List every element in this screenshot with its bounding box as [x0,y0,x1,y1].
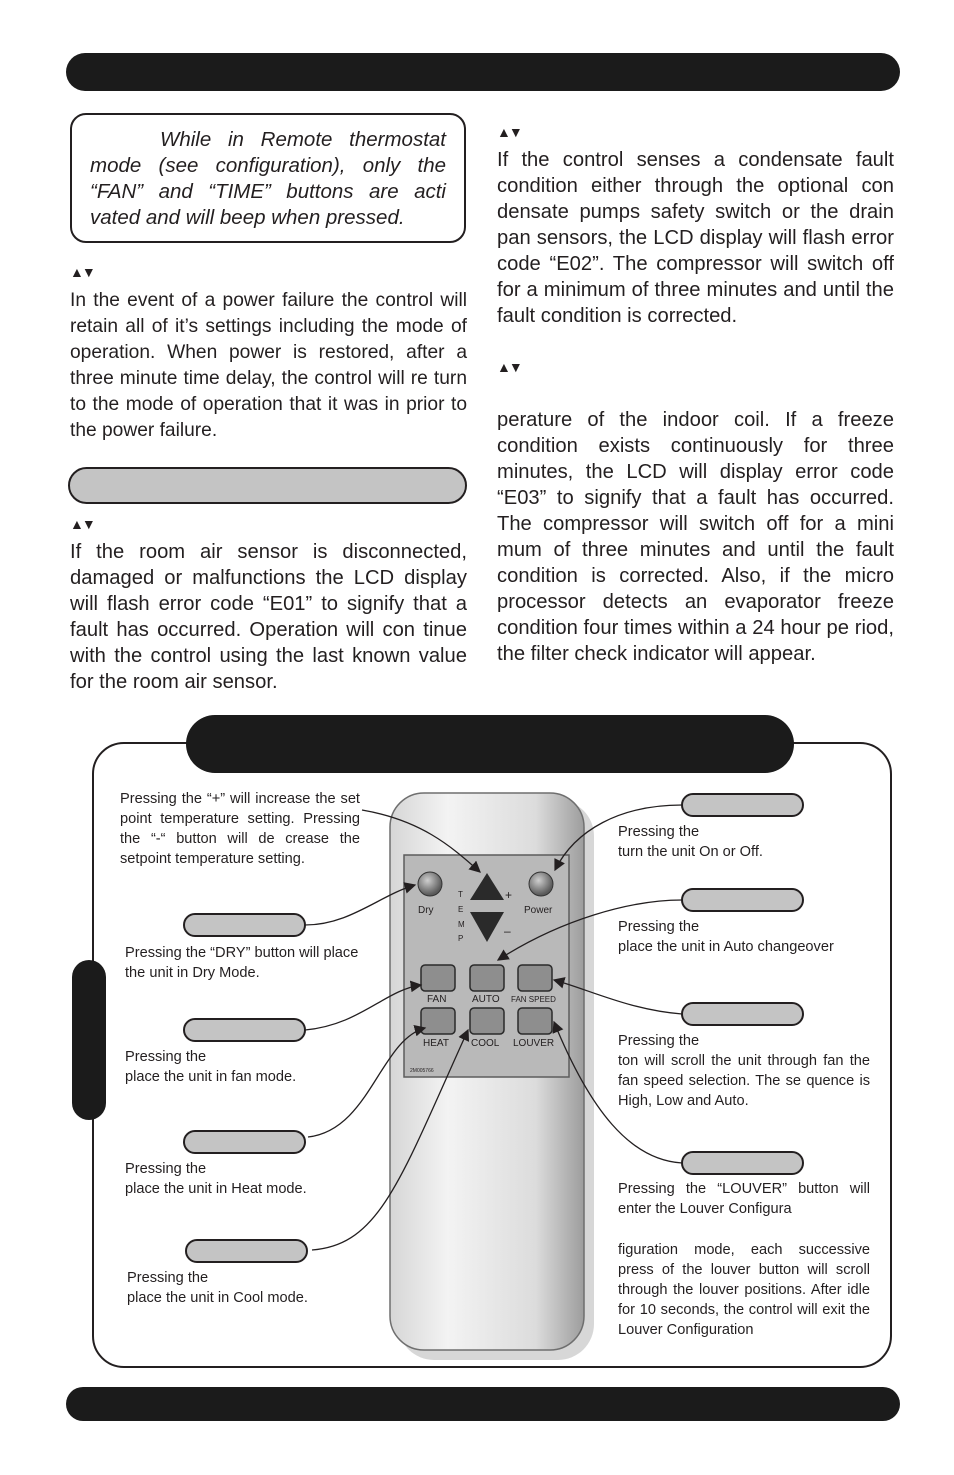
power-callout-pill [682,794,803,816]
updown-arrows-icon: ▲▼ [497,124,521,140]
fan-speed-button[interactable] [518,965,552,991]
power-callout-line1: Pressing the [618,824,700,840]
model-number: 2M005766 [410,1068,434,1074]
fan-speed-callout-line2: ton will scroll the unit through fan the fan speed selection. The se quence is High, Low and Auto. [618,1053,870,1109]
fan-speed-callout-line1: Pressing the [618,1033,700,1049]
louver-button[interactable] [518,1008,552,1034]
auto-callout-line2: place the unit in Auto changeover [618,939,834,955]
e01-text: If the room air sensor is disconnected, damaged or malfunctions the LCD display will flash error code “E01” to signify that a fault has occurred. Operation will con tinue with the control using the last known value for the room air sensor. [70,541,467,693]
cool-button[interactable] [470,1008,504,1034]
e02-text: If the control senses a condensate fault condition either through the optional con densate pumps safety switch or the drain pan sensors, the LCD display will flash error code “E02”. The compressor will switch off for a minimum of three minutes and until the fault condition is corrected. [497,149,894,327]
temp-letter-m: M [458,920,465,929]
temp-letter-p: P [458,934,464,943]
auto-label: AUTO [472,994,500,1005]
heat-callout-pill [184,1131,305,1153]
temp-letter-t: T [458,890,463,899]
louver-label: LOUVER [513,1038,555,1049]
temp-callout-text: Pressing the “+” will increase the set point temperature setting. Pressing the “-“ button will de crease the setpoint temperature setting. [120,791,360,867]
e03-text: perature of the indoor coil. If a freeze condition exists continuously for three minutes, the LCD will display error code “E03” to signify that a fault has occurred. The compressor will switch off for a mini mum of three minutes and until the fault condition is corrected. Also, if the micro processor detects an evaporator freeze condition four times within a 24 hour pe riod, the filter check indicator will appear. [497,409,894,665]
fan-callout-line2: place the unit in fan mode. [125,1069,297,1085]
note-text: While in Remote thermostat mode (see configuration), only the “FAN” and “TIME” buttons are acti vated and will beep when pressed. [90,128,446,229]
dry-label: Dry [418,905,434,916]
dry-led-button[interactable] [418,872,442,896]
power-callout-line2: turn the unit On or Off. [618,844,763,860]
fan-label: FAN [427,994,447,1005]
plus-label: + [505,888,513,902]
updown-arrows-icon: ▲▼ [70,264,94,280]
power-led-button[interactable] [529,872,553,896]
dry-callout-text: Pressing the “DRY” button will place the unit in Dry Mode. [125,945,359,981]
fan-callout-line1: Pressing the [125,1049,207,1065]
cool-callout-line1: Pressing the [127,1270,209,1286]
fan-speed-label: FAN SPEED [511,995,556,1004]
temp-letter-e: E [458,905,464,914]
minus-label: – [504,924,511,938]
fan-button[interactable] [421,965,455,991]
louver-callout-pill [682,1152,803,1174]
heat-label: HEAT [423,1038,449,1049]
louver-callout-line1: Pressing the “LOUVER” button will enter the Louver Configura [618,1181,870,1217]
power-label: Power [524,905,553,916]
heat-callout-line1: Pressing the [125,1161,207,1177]
updown-arrows-icon: ▲▼ [70,516,94,532]
fan-callout-pill [184,1019,305,1041]
louver-callout-line2: figuration mode, each successive press of the louver button will scroll through the louver positions. After idle for 10 seconds, the control will exit the Louver Configuration [618,1242,870,1338]
heat-button[interactable] [421,1008,455,1034]
auto-callout-pill [682,889,803,911]
auto-button[interactable] [470,965,504,991]
cool-callout-line2: place the unit in Cool mode. [127,1290,308,1306]
power-failure-text: In the event of a power failure the control will retain all of it’s settings including the mode of operation. When power is restored, after a three minute time delay, the control will re turn to the mode of operation that it was in prior to the power failure. [70,290,467,441]
updown-arrows-icon: ▲▼ [497,359,521,375]
heat-callout-line2: place the unit in Heat mode. [125,1181,307,1197]
auto-callout-line1: Pressing the [618,919,700,935]
cool-callout-pill [186,1240,307,1262]
fan-speed-callout-pill [682,1003,803,1025]
dry-callout-pill [184,914,305,936]
cool-label: COOL [471,1038,500,1049]
